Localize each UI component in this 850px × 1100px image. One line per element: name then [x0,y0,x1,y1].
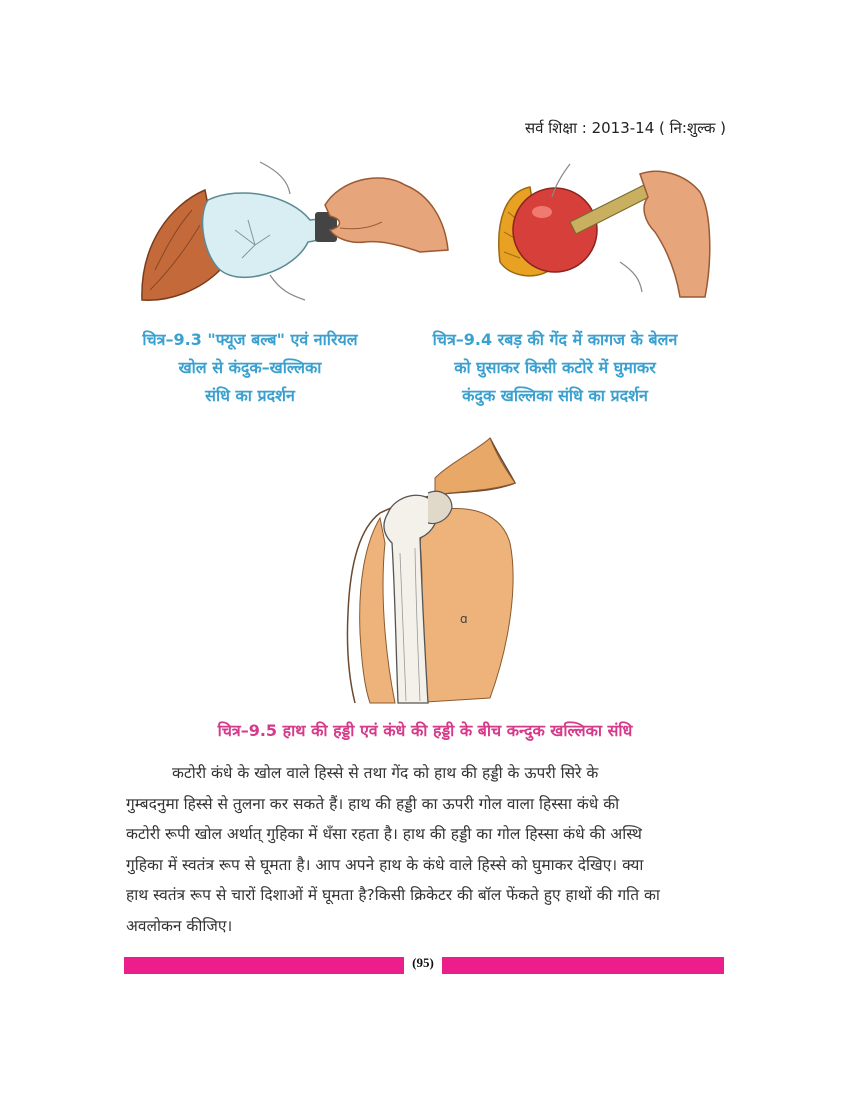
paragraph-line: गुहिका में स्वतंत्र रूप से घूमता है। आप अपने हाथ के कंधे वाले हिस्से को घुमाकर देखिए। क्या [126,855,644,874]
svg-text:ɑ: ɑ [460,612,468,626]
figure-9-5-caption [100,717,750,745]
caption-line: चित्र–9.3 "फ्यूज बल्ब" एवं नारियल [142,330,358,349]
body-paragraph [126,758,726,941]
figure-9-4-caption [400,326,710,410]
paragraph-line: कटोरी रूपी खोल अर्थात् गुहिका में धँसा रहता है। हाथ की हड्डी का गोल हिस्सा कंधे की अस्थि [126,825,642,843]
page-header: सर्व शिक्षा : 2013-14 ( नि:शुल्क ) [525,119,726,137]
caption-line: चित्र–9.5 हाथ की हड्डी एवं कंधे की हड्डी के बीच कन्दुक खल्लिका संधि [217,721,633,740]
paragraph-line: गुम्बदनुमा हिस्से से तुलना कर सकते हैं। हाथ की हड्डी का ऊपरी गोल वाला हिस्सा कंधे की [126,794,620,813]
caption-line: चित्र–9.4 रबड़ की गेंद में कागज के बेलन [432,330,678,349]
paragraph-line: कटोरी कंधे के खोल वाले हिस्से से तथा गेंद को हाथ की हड्डी के ऊपरी सिरे के [172,764,599,782]
figure-9-3-caption [110,326,390,410]
figure-9-4-illustration [490,152,715,302]
paragraph-line: हाथ स्वतंत्र रूप से चारों दिशाओं में घूमता है?किसी क्रिकेटर की बॉल फेंकते हुए हाथों की गति का [126,886,660,904]
caption-line: कंदुक खल्लिका संधि का प्रदर्शन [462,386,648,405]
figure-9-5-illustration [340,433,520,705]
footer-bar-right [442,957,724,974]
caption-line: को घुसाकर किसी कटोरे में घुमाकर [454,358,656,377]
caption-line: खोल से कंदुक–खल्लिका [178,358,322,377]
figure-9-3-illustration [130,150,450,315]
paragraph-line: अवलोकन कीजिए। [126,916,233,935]
caption-line: संधि का प्रदर्शन [205,386,295,405]
page-number: (95) [412,955,434,970]
footer-bar-left [124,957,404,974]
